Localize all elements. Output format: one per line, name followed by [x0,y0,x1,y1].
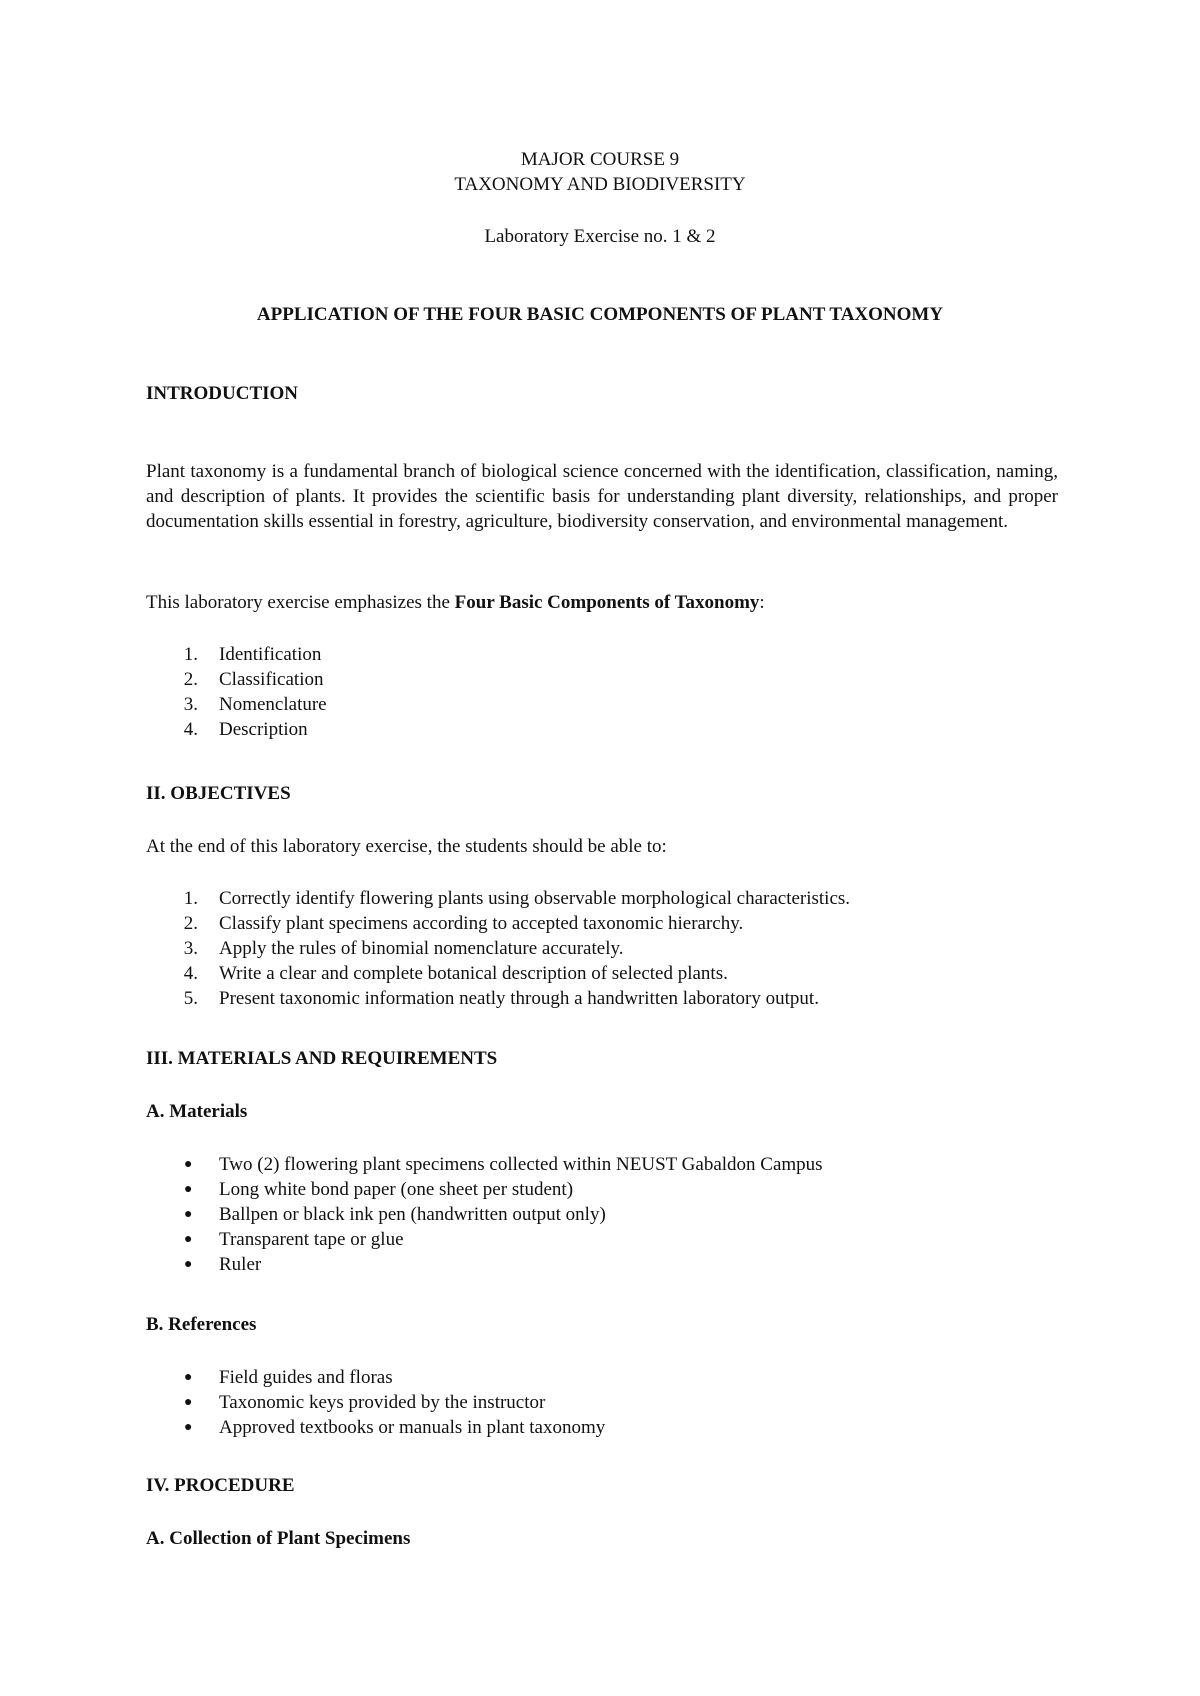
item-number: 3. [183,938,198,959]
emphasis-bold: Four Basic Components of Taxonomy [454,592,760,613]
bullet-icon: ● [184,1370,193,1385]
item-number: 1. [183,888,198,909]
components-list [146,642,1058,742]
item-text: Description [219,719,308,740]
item-text: Classification [219,669,324,690]
item-text: Write a clear and complete botanical description of selected plants. [219,963,728,984]
list-item [146,911,1058,936]
emphasis-prefix: This laboratory exercise emphasizes the [146,592,455,613]
list-item [146,1227,1058,1252]
objectives-lead: At the end of this laboratory exercise, the students should be able to: [146,836,667,857]
item-number: 1. [183,644,198,665]
references-heading: B. References [146,1314,257,1335]
procedure-heading: IV. PROCEDURE [146,1475,295,1496]
emphasis-suffix: : [759,592,765,613]
list-item [146,986,1058,1011]
item-text: Two (2) flowering plant specimens collected within NEUST Gabaldon Campus [219,1154,823,1175]
item-number: 2. [183,669,198,690]
list-item [146,717,1058,742]
list-item [146,667,1058,692]
objectives-heading: II. OBJECTIVES [146,783,291,804]
bullet-icon: ● [184,1395,193,1410]
list-item [146,1252,1058,1277]
list-item [146,1415,1058,1440]
list-item [146,961,1058,986]
subject-label: TAXONOMY AND BIODIVERSITY [454,174,746,195]
list-item [146,692,1058,717]
item-text: Field guides and floras [219,1367,393,1388]
item-text: Present taxonomic information neatly through a handwritten laboratory output. [219,988,819,1009]
references-list [146,1365,1058,1440]
item-number: 4. [183,719,198,740]
bullet-icon: ● [184,1182,193,1197]
item-text: Approved textbooks or manuals in plant taxonomy [219,1417,606,1438]
list-item [146,1177,1058,1202]
introduction-paragraph: Plant taxonomy is a fundamental branch of biological science concerned with the identification, classification, naming, and description of plants. It provides the scientific basis for understanding plant diversity, relationships, and proper documentation skills essential in forestry, agriculture, biodiversity conservation, and environmental management. [146,461,1058,532]
materials-list [146,1152,1058,1277]
document-title: APPLICATION OF THE FOUR BASIC COMPONENTS OF PLANT TAXONOMY [256,304,944,325]
introduction-heading: INTRODUCTION [146,383,299,404]
emphasis-sentence [146,590,1058,615]
item-text: Correctly identify flowering plants using observable morphological characteristics. [219,888,851,909]
bullet-icon: ● [184,1157,193,1172]
list-item [146,886,1058,911]
list-item [146,1202,1058,1227]
item-text: Ruler [219,1254,262,1275]
item-number: 2. [183,913,198,934]
list-item [146,1152,1058,1177]
materials-section-heading: III. MATERIALS AND REQUIREMENTS [146,1048,498,1069]
course-label: MAJOR COURSE 9 [520,149,680,170]
item-text: Long white bond paper (one sheet per student) [219,1179,574,1200]
bullet-icon: ● [184,1257,193,1272]
procedure-subheading: A. Collection of Plant Specimens [146,1528,411,1549]
item-text: Classify plant specimens according to accepted taxonomic hierarchy. [219,913,744,934]
bullet-icon: ● [184,1207,193,1222]
list-item [146,1365,1058,1390]
bullet-icon: ● [184,1420,193,1435]
item-text: Taxonomic keys provided by the instructor [219,1392,546,1413]
item-text: Ballpen or black ink pen (handwritten output only) [219,1204,606,1225]
item-number: 3. [183,694,198,715]
item-text: Nomenclature [219,694,327,715]
exercise-label: Laboratory Exercise no. 1 & 2 [484,226,716,247]
item-text: Apply the rules of binomial nomenclature accurately. [219,938,624,959]
item-number: 5. [183,988,198,1009]
list-item [146,1390,1058,1415]
item-text: Identification [219,644,322,665]
item-number: 4. [183,963,198,984]
list-item [146,642,1058,667]
item-text: Transparent tape or glue [219,1229,404,1250]
objectives-list [146,886,1058,1011]
list-item [146,936,1058,961]
bullet-icon: ● [184,1232,193,1247]
materials-heading: A. Materials [146,1101,248,1122]
